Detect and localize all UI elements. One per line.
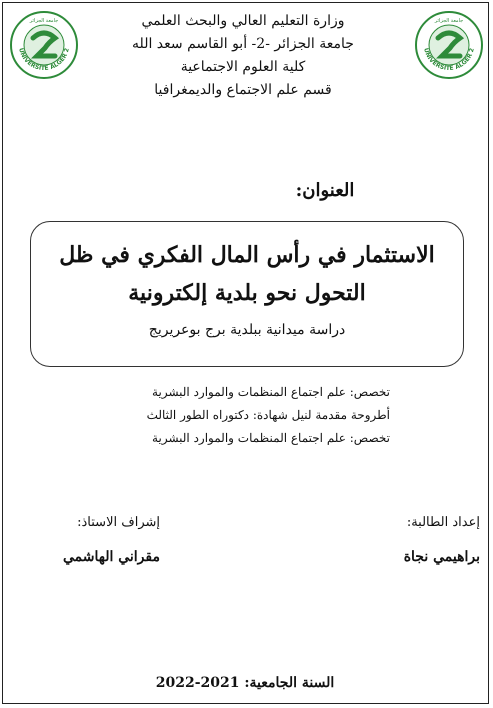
logo-left-arabic: جامعة الجزائر (29, 18, 59, 24)
supervisor-name: مقراني الهاشمي (62, 549, 160, 565)
specialization-line-1: تخصص: علم اجتماع المنظمات والموارد البشرية (152, 385, 390, 399)
supervisor-role: إشراف الاستاذ: (77, 515, 160, 530)
thesis-subtitle: دراسة ميدانية ببلدية برج بوعريريج (148, 322, 346, 338)
university-logo-right (414, 10, 484, 80)
student-name: براهيمي نجاة (403, 549, 480, 565)
supervisor-block (10, 513, 160, 565)
degree-line: أطروحة مقدمة لنيل شهادة: دكتوراه الطور الثالث (146, 408, 390, 422)
logo-right-text: UNIVERSITE ALGER 2 (422, 47, 476, 73)
specialization-line-2: تخصص: علم اجتماع المنظمات والموارد البشرية (152, 431, 390, 445)
student-block (300, 513, 480, 565)
academic-year: السنة الجامعية: 2021-2022 (155, 675, 335, 691)
university-name: جامعة الجزائر -2- أبو القاسم سعد الله (132, 36, 354, 52)
thesis-title: الاستثمار في رأس المال الفكري في ظل التحول نحو بلدية إلكترونية (59, 242, 435, 306)
specialization-block (60, 381, 390, 450)
department-name: قسم علم الاجتماع والديمغرافيا (154, 82, 332, 98)
faculty-name: كلية العلوم الاجتماعية (180, 59, 306, 75)
title-label: العنوان: (295, 180, 355, 201)
logo-left-text: UNIVERSITE ALGER 2 (17, 47, 71, 73)
student-role: إعداد الطالبة: (406, 515, 480, 530)
university-logo-left (9, 10, 79, 80)
title-box (30, 221, 464, 367)
logo-right-arabic: جامعة الجزائر (434, 18, 464, 24)
ministry-name: وزارة التعليم العالي والبحث العلمي (141, 13, 345, 29)
institution-header (100, 10, 386, 102)
